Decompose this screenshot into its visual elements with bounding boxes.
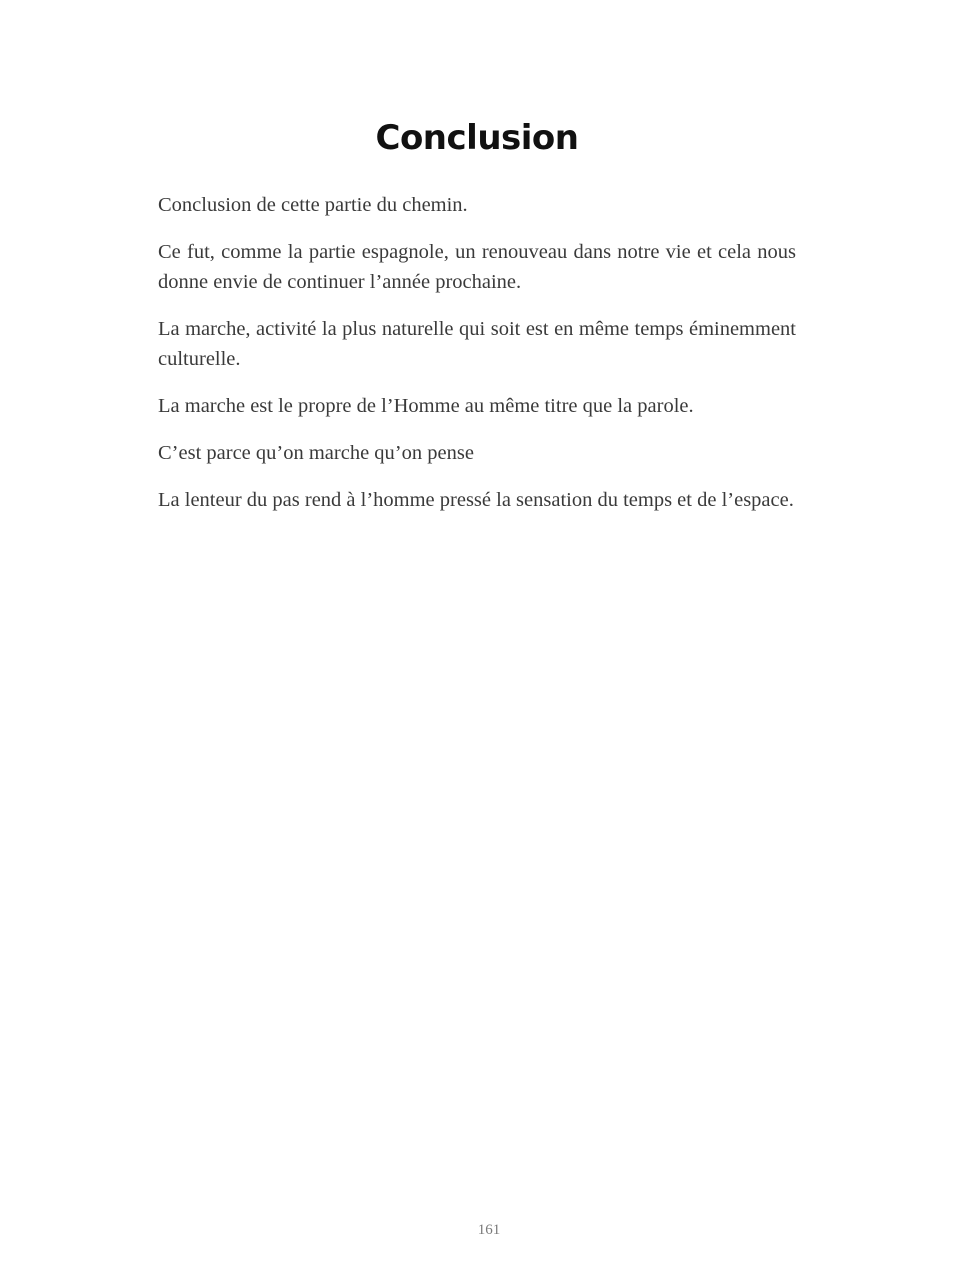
paragraph-5: C’est parce qu’on marche qu’on pense bbox=[158, 442, 474, 464]
paragraph-1: Conclusion de cette partie du chemin. bbox=[158, 194, 468, 216]
body-text bbox=[158, 190, 796, 532]
page-title: Conclusion bbox=[375, 118, 579, 158]
page-number: 161 bbox=[477, 1222, 501, 1238]
paragraph-2: Ce fut, comme la partie espagnole, un renouveau dans notre vie et cela nous donne envie de continuer l’année prochaine. bbox=[158, 241, 796, 293]
paragraph-4: La marche est le propre de l’Homme au même titre que la parole. bbox=[158, 395, 694, 417]
paragraph-6: La lenteur du pas rend à l’homme pressé la sensation du temps et de l’espace. bbox=[158, 489, 794, 511]
paragraph-3: La marche, activité la plus naturelle qui soit est en même temps éminemment culturelle. bbox=[158, 318, 796, 370]
